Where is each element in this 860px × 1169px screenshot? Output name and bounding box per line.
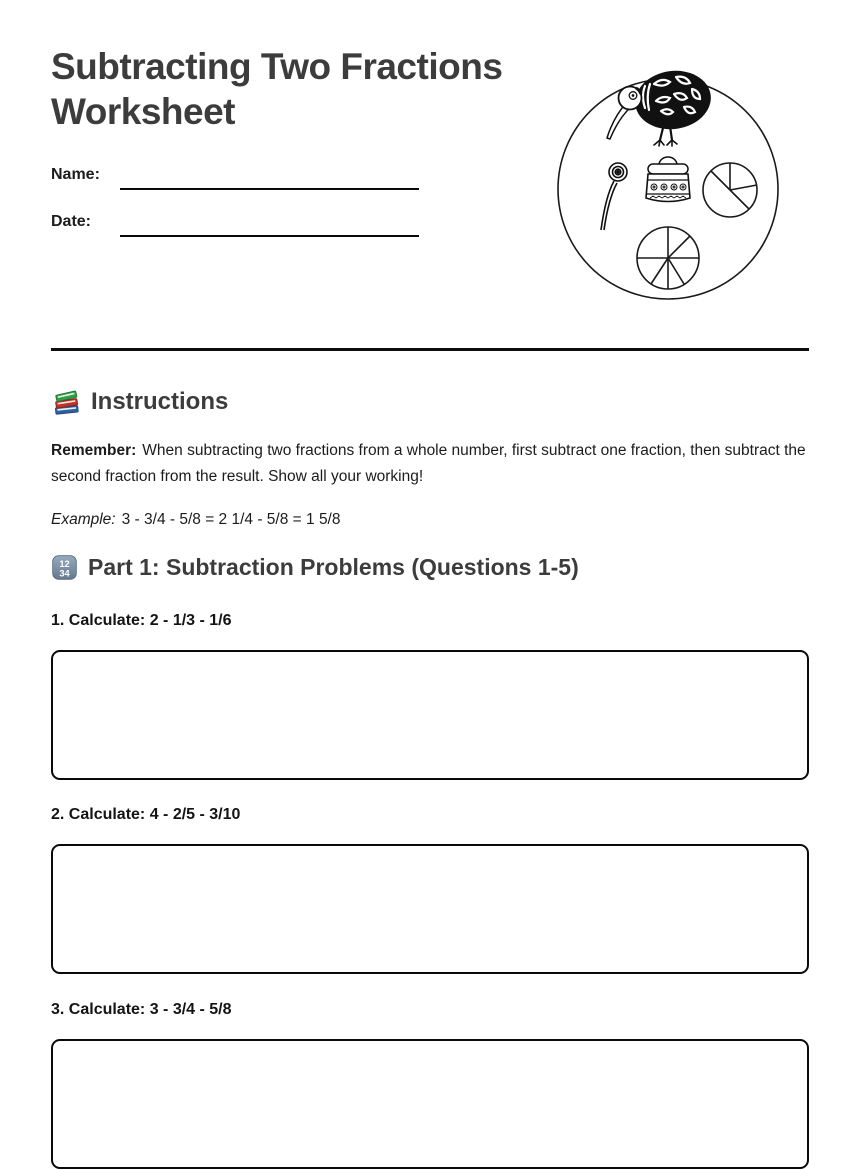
question-2-label: 2. Calculate: 4 - 2/5 - 3/10 — [51, 806, 241, 823]
example-label: Example: — [51, 511, 116, 528]
example-text: 3 - 3/4 - 5/8 = 2 1/4 - 5/8 = 1 5/8 — [121, 511, 341, 528]
svg-text:34: 34 — [59, 568, 70, 579]
kiwi-fractions-illustration — [556, 58, 782, 304]
example-line — [51, 507, 811, 533]
date-fill-in-line — [120, 215, 419, 237]
date-label: Date: — [51, 213, 92, 230]
numbers-1234-icon — [51, 554, 78, 581]
name-label: Name: — [51, 166, 100, 183]
books-icon — [51, 387, 81, 417]
part1-heading-text: Part 1: Subtraction Problems (Questions 1-5) — [88, 554, 579, 580]
instructions-heading-text: Instructions — [91, 388, 229, 415]
cake — [646, 157, 690, 202]
instructions-heading — [51, 387, 228, 417]
remember-paragraph — [51, 438, 811, 490]
svg-text:12: 12 — [59, 559, 70, 570]
question-3-answer-box — [51, 1039, 809, 1169]
part1-heading — [51, 554, 579, 581]
remember-text: When subtracting two fractions from a whole number, first subtract one fraction, then subtract the second fraction from the result. Show all your working! — [51, 442, 806, 485]
question-1-label: 1. Calculate: 2 - 1/3 - 1/6 — [51, 612, 232, 629]
fraction-circle-large — [637, 227, 699, 289]
remember-label: Remember: — [51, 442, 137, 459]
name-fill-in-line — [120, 168, 419, 190]
question-2-answer-box — [51, 844, 809, 974]
question-3-label: 3. Calculate: 3 - 3/4 - 5/8 — [51, 1001, 232, 1018]
question-1-answer-box — [51, 650, 809, 780]
section-divider — [51, 348, 809, 351]
page-title: Subtracting Two Fractions Worksheet — [51, 46, 503, 132]
